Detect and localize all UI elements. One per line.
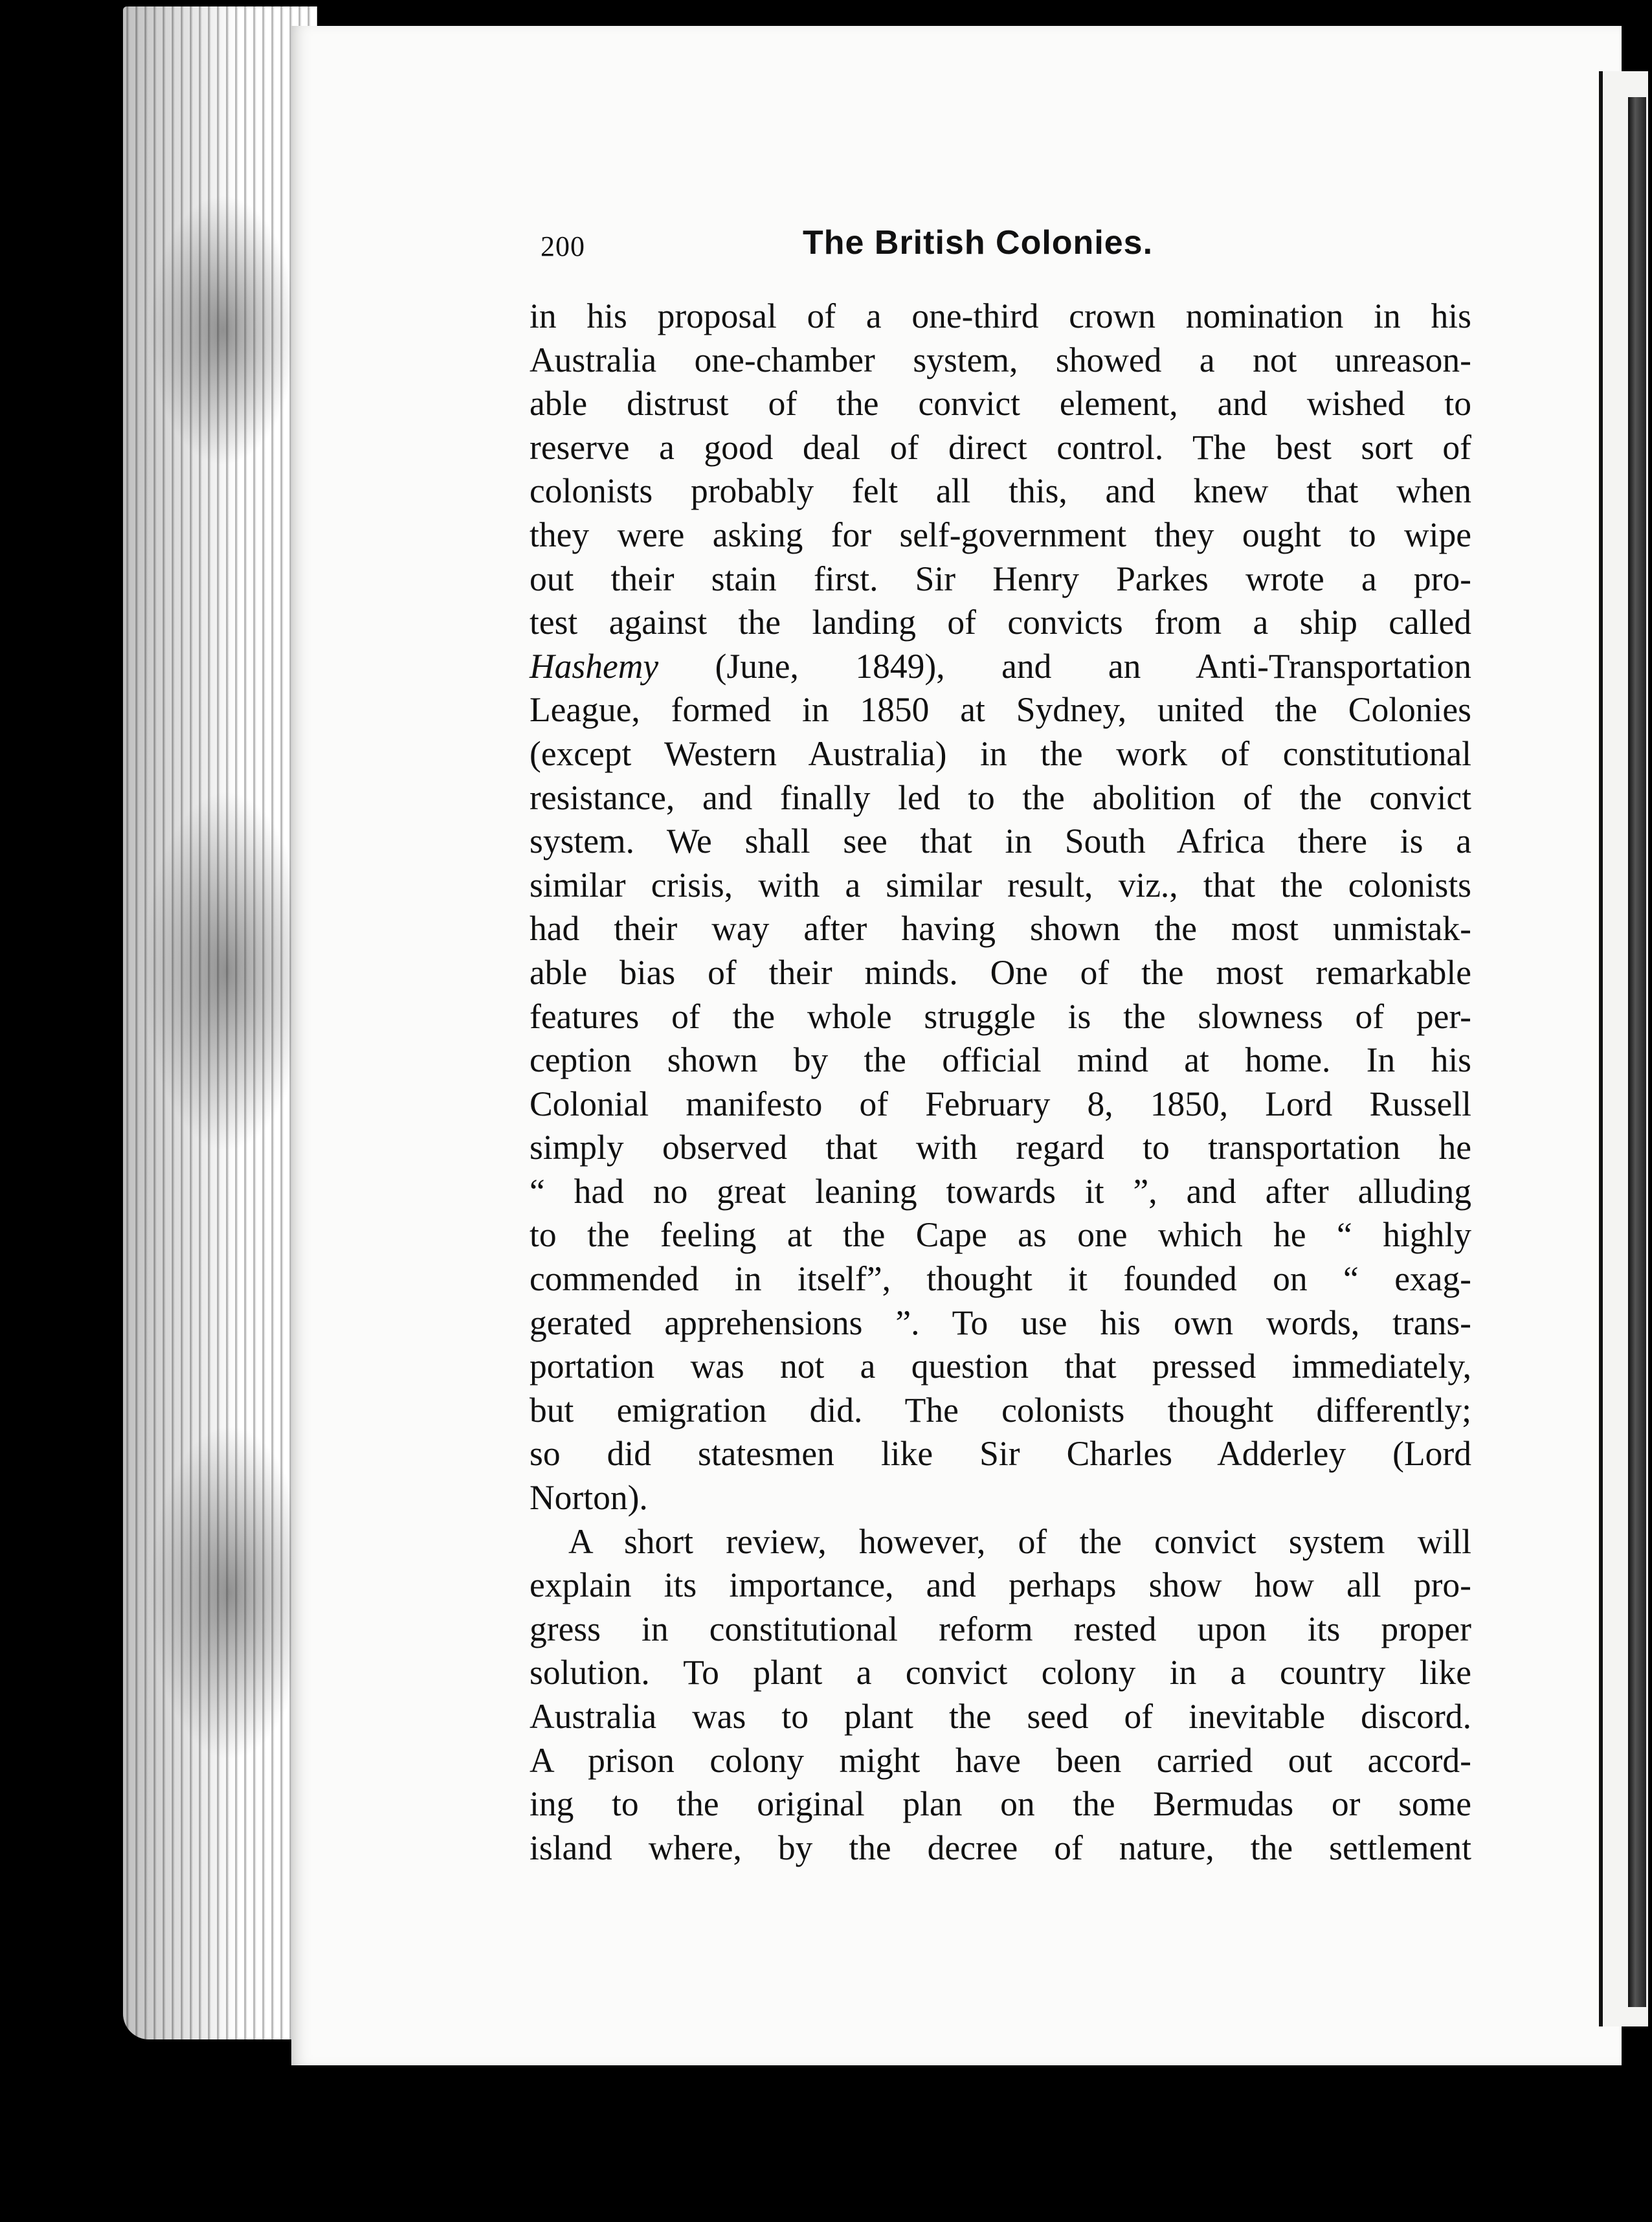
text-line: to the feeling at the Cape as one which he “ highly	[530, 1215, 1471, 1255]
text-line: ception shown by the official mind at home. In his	[530, 1040, 1471, 1080]
next-page-edge-shadow	[1628, 97, 1646, 2007]
text-line: ing to the original plan on the Bermudas or some	[530, 1784, 1471, 1824]
text-line: able bias of their minds. One of the most remarkable	[530, 952, 1471, 992]
text-line: Australia one-chamber system, showed a not unreason-	[530, 340, 1471, 379]
text-line: in his proposal of a one-third crown nomination in his	[530, 297, 1471, 335]
ink-bleed-mark	[142, 790, 311, 1152]
text-line-rest: (June, 1849), and an Anti-Transportation	[658, 646, 1471, 686]
ink-bleed-mark	[149, 194, 298, 466]
text-line: Australia was to plant the seed of inevitable discord.	[530, 1697, 1471, 1736]
text-line: island where, by the decree of nature, the settlement	[530, 1828, 1471, 1867]
ink-bleed-mark	[149, 1424, 311, 1761]
text-line: Norton).	[530, 1478, 648, 1518]
text-line: test against the landing of convicts from a ship called	[530, 603, 1471, 642]
text-line: able distrust of the convict element, and wished to	[530, 384, 1471, 423]
text-line: system. We shall see that in South Africa there is a	[530, 822, 1471, 861]
text-line: features of the whole struggle is the slowness of per-	[530, 996, 1471, 1036]
page-header	[541, 223, 1512, 269]
text-line: portation was not a question that pressed immediately,	[530, 1347, 1471, 1386]
text-line: resistance, and finally led to the abolition of the convict	[530, 778, 1471, 817]
text-line: “ had no great leaning towards it ”, and after alluding	[530, 1171, 1471, 1211]
text-line: but emigration did. The colonists thought differently;	[530, 1390, 1471, 1430]
text-line: Colonial manifesto of February 8, 1850, Lord Russell	[530, 1084, 1471, 1123]
text-line: A short review, however, of the convict system will	[568, 1521, 1471, 1561]
ship-name: Hashemy	[530, 646, 659, 686]
body-text	[530, 295, 1471, 1870]
text-line: (except Western Australia) in the work of constitutional	[530, 734, 1471, 773]
text-line: gerated apprehensions ”. To use his own words, trans-	[530, 1303, 1471, 1342]
text-line: solution. To plant a convict colony in a country like	[530, 1653, 1471, 1692]
text-line: League, formed in 1850 at Sydney, united the Colonies	[530, 690, 1471, 730]
text-line: simply observed that with regard to transportation he	[530, 1128, 1471, 1167]
text-line: gress in constitutional reform rested upon its proper	[530, 1609, 1471, 1648]
text-line: out their stain first. Sir Henry Parkes wrote a pro-	[530, 559, 1471, 598]
text-line: had their way after having shown the most unmistak-	[530, 909, 1471, 948]
text-line: reserve a good deal of direct control. The best sort of	[530, 427, 1471, 467]
text-line: colonists probably felt all this, and knew that when	[530, 471, 1471, 511]
page-number: 200	[541, 230, 585, 262]
text-line: A prison colony might have been carried out accord-	[530, 1740, 1471, 1780]
running-head: The British Colonies.	[803, 224, 1154, 262]
text-line	[530, 645, 1471, 689]
text-line: commended in itself”, thought it founded on “ exag-	[530, 1259, 1471, 1299]
text-line: similar crisis, with a similar result, viz., that the colonists	[530, 865, 1471, 904]
text-line: explain its importance, and perhaps show how all pro-	[530, 1566, 1471, 1605]
text-line: they were asking for self-government they ought to wipe	[530, 515, 1471, 554]
text-line: so did statesmen like Sir Charles Adderley (Lord	[530, 1434, 1471, 1474]
